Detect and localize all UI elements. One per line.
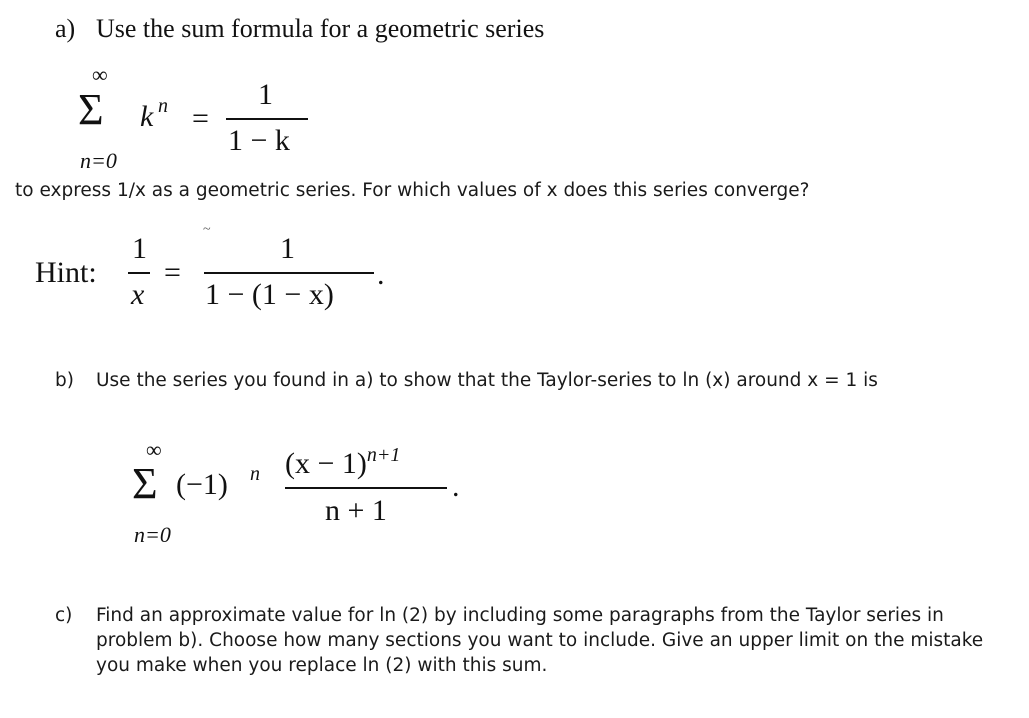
taylor-fraction-bar — [285, 487, 447, 489]
taylor-period: . — [452, 470, 460, 503]
series-term-base: k — [140, 100, 154, 133]
fraction-bar — [226, 118, 308, 120]
part-c-line-3: you make when you replace ln (2) with this sum. — [96, 655, 548, 676]
part-a-marker: a) — [55, 14, 76, 43]
hint-period: . — [377, 258, 385, 291]
taylor-numerator-exponent: n+1 — [366, 444, 401, 466]
sum-lower-limit: n=0 — [80, 148, 117, 173]
hint-lhs-denominator: x — [131, 278, 145, 311]
part-b-marker: b) — [55, 370, 74, 391]
hint-rhs-fraction-bar — [204, 272, 374, 274]
hint-rhs-numerator: 1 — [280, 232, 295, 265]
part-c-line-1: Find an approximate value for ln (2) by including some paragraphs from the Taylor series in — [96, 605, 944, 626]
sum-sign: Σ — [78, 85, 104, 134]
hint-lhs-numerator: 1 — [132, 232, 147, 265]
taylor-factor: (−1) — [176, 468, 228, 501]
part-b-text: Use the series you found in a) to show that the Taylor-series to ln (x) around x = 1 is — [96, 370, 878, 391]
taylor-sum-lower-limit: n=0 — [134, 522, 171, 547]
part-c-line-2: problem b). Choose how many sections you want to include. Give an upper limit on the mistake — [96, 630, 984, 651]
taylor-numerator: $(x - 1)^{n+1}$ — [285, 444, 401, 480]
sum-upper-limit: ∞ — [92, 62, 108, 87]
equals-sign: = — [192, 102, 209, 135]
hint-lhs-fraction-bar — [128, 272, 150, 274]
taylor-factor-exponent: n — [250, 463, 260, 485]
taylor-denominator: n + 1 — [325, 494, 387, 527]
taylor-sum-upper-limit: ∞ — [146, 437, 162, 462]
hint-tilde: ~ — [203, 222, 211, 237]
fraction-denominator: 1 − k — [228, 124, 290, 157]
hint-rhs-denominator: 1 − (1 − x) — [205, 278, 334, 311]
fraction-numerator: 1 — [258, 78, 273, 111]
taylor-sum-sign: Σ — [132, 459, 158, 508]
part-a-text: to express 1/x as a geometric series. For which values of x does this series converge? — [15, 180, 810, 201]
series-term-exponent: n — [158, 95, 168, 117]
hint-equals-sign: = — [164, 256, 181, 289]
hint-label: Hint: — [35, 256, 97, 289]
part-c-marker: c) — [55, 605, 73, 626]
part-a-heading: Use the sum formula for a geometric series — [96, 14, 545, 43]
